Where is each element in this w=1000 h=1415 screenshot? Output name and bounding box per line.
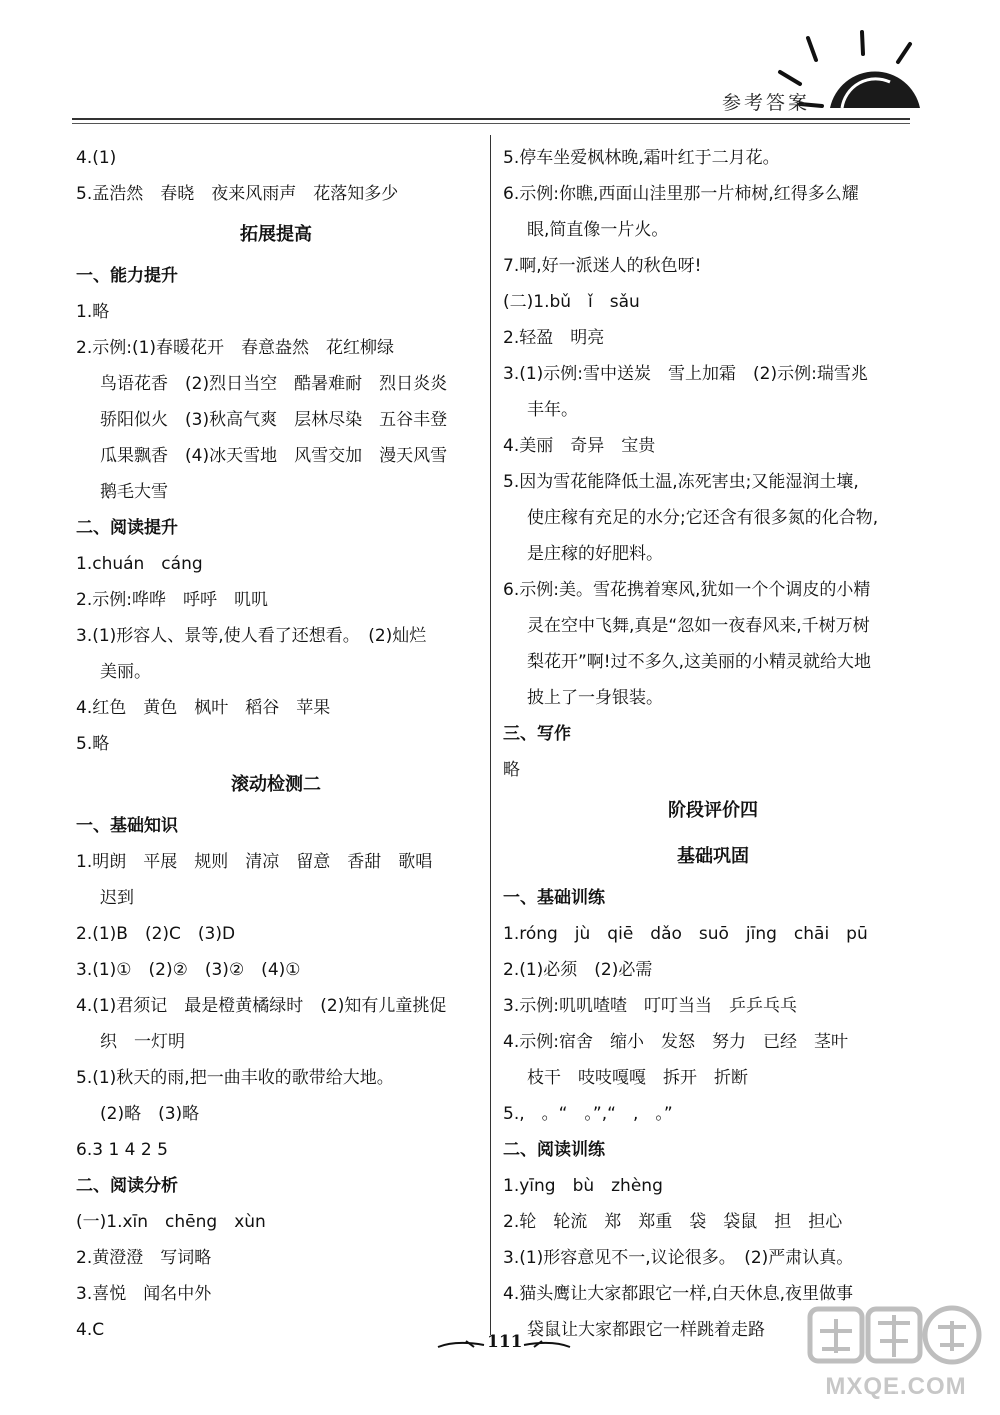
answer-line: 2.(1)必须 (2)必需 — [503, 960, 653, 980]
answer-line: 3.(1)示例:雪中送炭 雪上加霜 (2)示例:瑞雪兆 — [503, 364, 868, 384]
answer-line: 2.(1)B (2)C (3)D — [76, 924, 236, 944]
answer-line: 眼,简直像一片火。 — [527, 220, 669, 240]
column-divider — [490, 135, 491, 1335]
section-heading: 二、阅读分析 — [76, 1176, 178, 1196]
answer-line: 梨花开”啊!过不多久,这美丽的小精灵就给大地 — [527, 652, 872, 672]
section-heading: 一、基础知识 — [76, 816, 178, 836]
answer-line: 7.啊,好一派迷人的秋色呀! — [503, 256, 702, 276]
section-heading: 二、阅读训练 — [503, 1140, 605, 1160]
answer-line: 4.美丽 奇异 宝贵 — [503, 436, 656, 456]
answer-line: 迟到 — [100, 888, 134, 908]
answer-line: 2.轮 轮流 郑 郑重 袋 袋鼠 担 担心 — [503, 1212, 843, 1232]
answer-line: 使庄稼有充足的水分;它还含有很多氮的化合物, — [527, 508, 879, 528]
left-column — [76, 140, 476, 1348]
section-title: 基础巩固 — [677, 846, 749, 867]
answer-line: 1.明朗 平展 规则 清凉 留意 香甜 歌唱 — [76, 852, 433, 872]
answer-line: 4.猫头鹰让大家都跟它一样,白天休息,夜里做事 — [503, 1284, 854, 1304]
answer-line: 是庄稼的好肥料。 — [527, 544, 663, 564]
answer-line: 瓜果飘香 (4)冰天雪地 风雪交加 漫天风雪 — [100, 446, 448, 466]
watermark — [806, 1301, 986, 1401]
left-ornament-icon — [436, 1338, 486, 1350]
watermark-text: MXQE.COM — [825, 1373, 967, 1400]
answer-line: 1.chuán cáng — [76, 554, 203, 574]
answer-line: 4.示例:宿舍 缩小 发怒 努力 已经 茎叶 — [503, 1032, 848, 1052]
watermark-logo-icon — [806, 1301, 986, 1371]
section-title: 拓展提高 — [240, 224, 312, 245]
answer-line: 披上了一身银装。 — [527, 688, 663, 708]
answer-line: 1.róng jù qiē dǎo suō jīng chāi pū — [503, 924, 868, 944]
answer-line: (2)略 (3)略 — [100, 1104, 200, 1124]
header-rule-thin — [72, 123, 910, 124]
section-heading: 一、基础训练 — [503, 888, 605, 908]
answer-line: 织 一灯明 — [100, 1032, 185, 1052]
answer-line: 5.略 — [76, 734, 110, 754]
answer-line: 5., 。“ 。”,“ , 。” — [503, 1104, 673, 1124]
answer-line: 灵在空中飞舞,真是“忽如一夜春风来,千树万树 — [527, 616, 870, 636]
section-title: 滚动检测二 — [231, 774, 321, 795]
answer-line: 略 — [503, 760, 520, 780]
answer-line: 鹅毛大雪 — [100, 482, 168, 502]
page-header — [0, 0, 1000, 130]
answer-line: 骄阳似火 (3)秋高气爽 层林尽染 五谷丰登 — [100, 410, 448, 430]
answer-line: 6.3 1 4 2 5 — [76, 1140, 168, 1160]
answer-line: 鸟语花香 (2)烈日当空 酷暑难耐 烈日炎炎 — [100, 374, 448, 394]
answer-line: 3.喜悦 闻名中外 — [76, 1284, 212, 1304]
answer-line: 1.yīng bù zhèng — [503, 1176, 663, 1196]
answer-line: 3.示例:叽叽喳喳 叮叮当当 乒乒乓乓 — [503, 996, 797, 1016]
answer-line: 6.示例:你瞧,西面山洼里那一片柿树,红得多么耀 — [503, 184, 859, 204]
answer-line: 2.黄澄澄 写词略 — [76, 1248, 212, 1268]
answer-line: 4.C — [76, 1320, 105, 1340]
answer-line: 5.停车坐爱枫林晚,霜叶红于二月花。 — [503, 148, 780, 168]
answer-line: 2.示例:哗哗 呼呼 叽叽 — [76, 590, 268, 610]
answer-line: 3.(1)形容意见不一,议论很多。 (2)严肃认真。 — [503, 1248, 854, 1268]
answer-line: 1.略 — [76, 302, 110, 322]
header-rule — [72, 118, 910, 120]
answer-line: 3.(1)形容人、景等,使人看了还想看。 (2)灿烂 — [76, 626, 427, 646]
right-column — [503, 140, 923, 1348]
header-title: 参考答案 — [721, 92, 810, 114]
answer-line: 枝干 吱吱嘎嘎 拆开 折断 — [527, 1068, 748, 1088]
answer-line: 2.示例:(1)春暖花开 春意盎然 花红柳绿 — [76, 338, 395, 358]
answer-line: 5.(1)秋天的雨,把一曲丰收的歌带给大地。 — [76, 1068, 394, 1088]
section-heading: 一、能力提升 — [76, 266, 178, 286]
section-title: 阶段评价四 — [668, 800, 758, 821]
answer-line: (二)1.bǔ ǐ sǎu — [503, 292, 640, 312]
answer-line: 美丽。 — [100, 662, 151, 682]
answer-line: 5.孟浩然 春晓 夜来风雨声 花落知多少 — [76, 184, 399, 204]
answer-line: 丰年。 — [527, 400, 578, 420]
answer-line: 2.轻盈 明亮 — [503, 328, 605, 348]
answer-line: 3.(1)① (2)② (3)② (4)① — [76, 960, 301, 980]
answer-line: 6.示例:美。雪花携着寒风,犹如一个个调皮的小精 — [503, 580, 871, 600]
answer-line: 4.(1) — [76, 148, 117, 168]
right-ornament-icon — [522, 1338, 572, 1350]
answer-line: 袋鼠让大家都跟它一样跳着走路 — [527, 1320, 765, 1340]
answer-line: (一)1.xīn chēng xùn — [76, 1212, 266, 1232]
section-heading: 三、写作 — [503, 724, 571, 744]
answer-line: 4.红色 黄色 枫叶 稻谷 苹果 — [76, 698, 331, 718]
section-heading: 二、阅读提升 — [76, 518, 178, 538]
answer-line: 5.因为雪花能降低土温,冻死害虫;又能湿润土壤, — [503, 472, 859, 492]
page-number: 111 — [487, 1332, 523, 1352]
answer-line: 4.(1)君须记 最是橙黄橘绿时 (2)知有儿童挑促 — [76, 996, 447, 1016]
